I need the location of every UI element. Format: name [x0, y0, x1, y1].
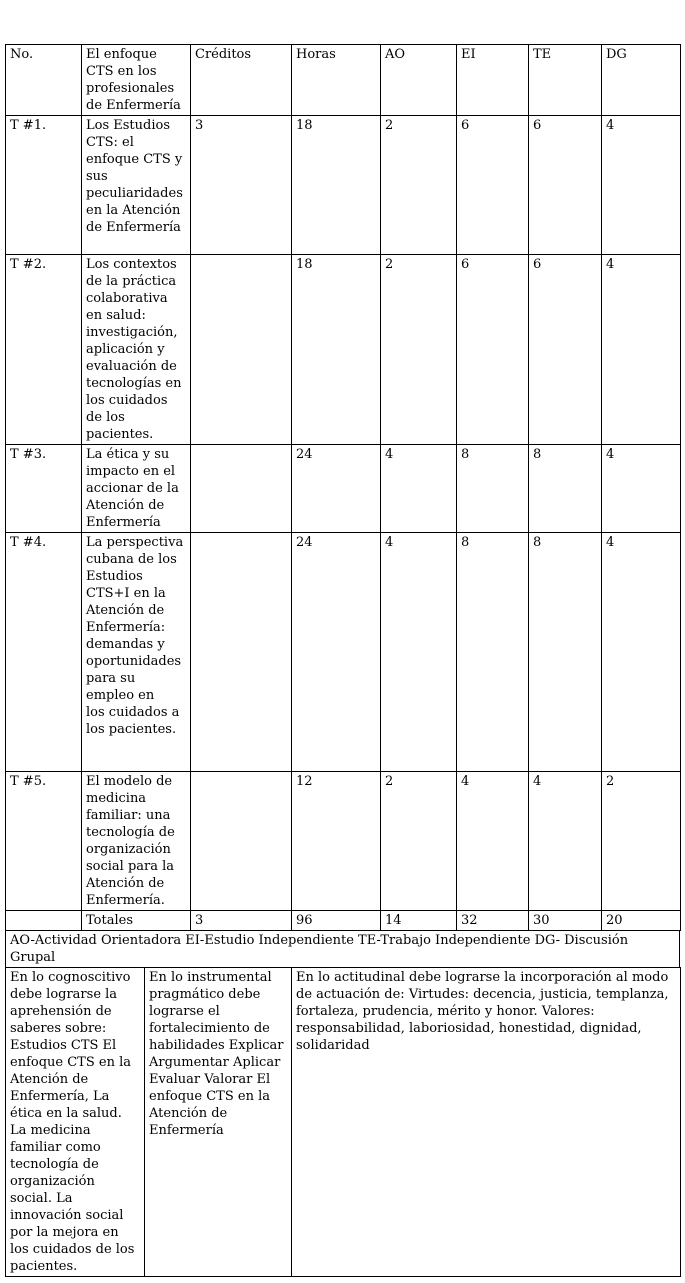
header-no: No.: [6, 45, 82, 116]
cell-ei: 6: [457, 255, 529, 445]
cell-no: T #3.: [6, 445, 82, 533]
course-topics-table: [5, 44, 681, 931]
attitudinal-objectives: En lo actitudinal debe lograrse la incorporación al modo de actuación de: Virtudes: decencia, justicia, templanza, fortaleza, prudencia, mérito y honor. Valores: responsabilidad, laboriosidad, honestidad, dignidad, solidaridad: [292, 968, 681, 1277]
cell-te: 6: [529, 255, 602, 445]
table-row: [6, 255, 681, 445]
totals-horas: 96: [292, 911, 381, 931]
cognitive-objectives: En lo cognoscitivo debe lograrse la aprehensión de saberes sobre: Estudios CTS El enfoque CTS en la Atención de Enfermería, La ética en la salud. La medicina familiar como tecnología de organización social. La innovación social por la mejora en los cuidados de los pacientes.: [6, 968, 145, 1277]
cell-creditos: [191, 533, 292, 772]
cell-ao: 4: [381, 445, 457, 533]
cell-ao: 2: [381, 116, 457, 255]
cell-creditos: [191, 445, 292, 533]
table-row: [6, 533, 681, 772]
cell-topic: La perspectiva cubana de los Estudios CTS+I en la Atención de Enfermería: demandas y oportunidades para su empleo en los cuidados a los pacientes.: [82, 533, 191, 772]
document: [5, 44, 680, 1277]
cell-ao: 4: [381, 533, 457, 772]
cell-topic: Los Estudios CTS: el enfoque CTS y sus peculiaridades en la Atención de Enfermería: [82, 116, 191, 255]
cell-te: 6: [529, 116, 602, 255]
instrumental-objectives: En lo instrumental pragmático debe lograrse el fortalecimiento de habilidades Explicar Argumentar Aplicar Evaluar Valorar El enfoque CTS en la Atención de Enfermería: [145, 968, 292, 1277]
cell-horas: 24: [292, 533, 381, 772]
cell-ei: 8: [457, 533, 529, 772]
cell-horas: 18: [292, 116, 381, 255]
cell-topic: Los contextos de la práctica colaborativa en salud: investigación, aplicación y evaluación de tecnologías en los cuidados de los pacientes.: [82, 255, 191, 445]
cell-dg: 4: [602, 533, 681, 772]
legend-table: [5, 930, 680, 968]
cell-ei: 6: [457, 116, 529, 255]
cell-ao: 2: [381, 255, 457, 445]
objectives-table: [5, 967, 681, 1277]
totals-row: [6, 911, 681, 931]
table-row: [6, 445, 681, 533]
cell-creditos: 3: [191, 116, 292, 255]
cell-ei: 8: [457, 445, 529, 533]
cell-ei: 4: [457, 772, 529, 911]
cell-topic: El modelo de medicina familiar: una tecnología de organización social para la Atención de Enfermería.: [82, 772, 191, 911]
header-dg: DG: [602, 45, 681, 116]
cell-creditos: [191, 772, 292, 911]
cell-no: T #2.: [6, 255, 82, 445]
abbreviations-legend: AO-Actividad Orientadora EI-Estudio Independiente TE-Trabajo Independiente DG- Discusión Grupal: [6, 931, 680, 968]
cell-dg: 4: [602, 116, 681, 255]
totals-ao: 14: [381, 911, 457, 931]
cell-dg: 2: [602, 772, 681, 911]
cell-creditos: [191, 255, 292, 445]
totals-creditos: 3: [191, 911, 292, 931]
cell-te: 8: [529, 533, 602, 772]
cell-blank: [6, 911, 82, 931]
cell-horas: 24: [292, 445, 381, 533]
cell-te: 4: [529, 772, 602, 911]
header-ei: EI: [457, 45, 529, 116]
totals-dg: 20: [602, 911, 681, 931]
table-header-row: [6, 45, 681, 116]
header-topic: El enfoque CTS en los profesionales de Enfermería: [82, 45, 191, 116]
cell-dg: 4: [602, 445, 681, 533]
header-te: TE: [529, 45, 602, 116]
header-ao: AO: [381, 45, 457, 116]
table-row: [6, 116, 681, 255]
header-creditos: Créditos: [191, 45, 292, 116]
cell-horas: 12: [292, 772, 381, 911]
cell-no: T #5.: [6, 772, 82, 911]
cell-horas: 18: [292, 255, 381, 445]
header-horas: Horas: [292, 45, 381, 116]
table-row: [6, 772, 681, 911]
totals-ei: 32: [457, 911, 529, 931]
cell-dg: 4: [602, 255, 681, 445]
cell-no: T #4.: [6, 533, 82, 772]
totals-label: Totales: [82, 911, 191, 931]
cell-topic: La ética y su impacto en el accionar de la Atención de Enfermería: [82, 445, 191, 533]
cell-te: 8: [529, 445, 602, 533]
cell-no: T #1.: [6, 116, 82, 255]
cell-ao: 2: [381, 772, 457, 911]
totals-te: 30: [529, 911, 602, 931]
